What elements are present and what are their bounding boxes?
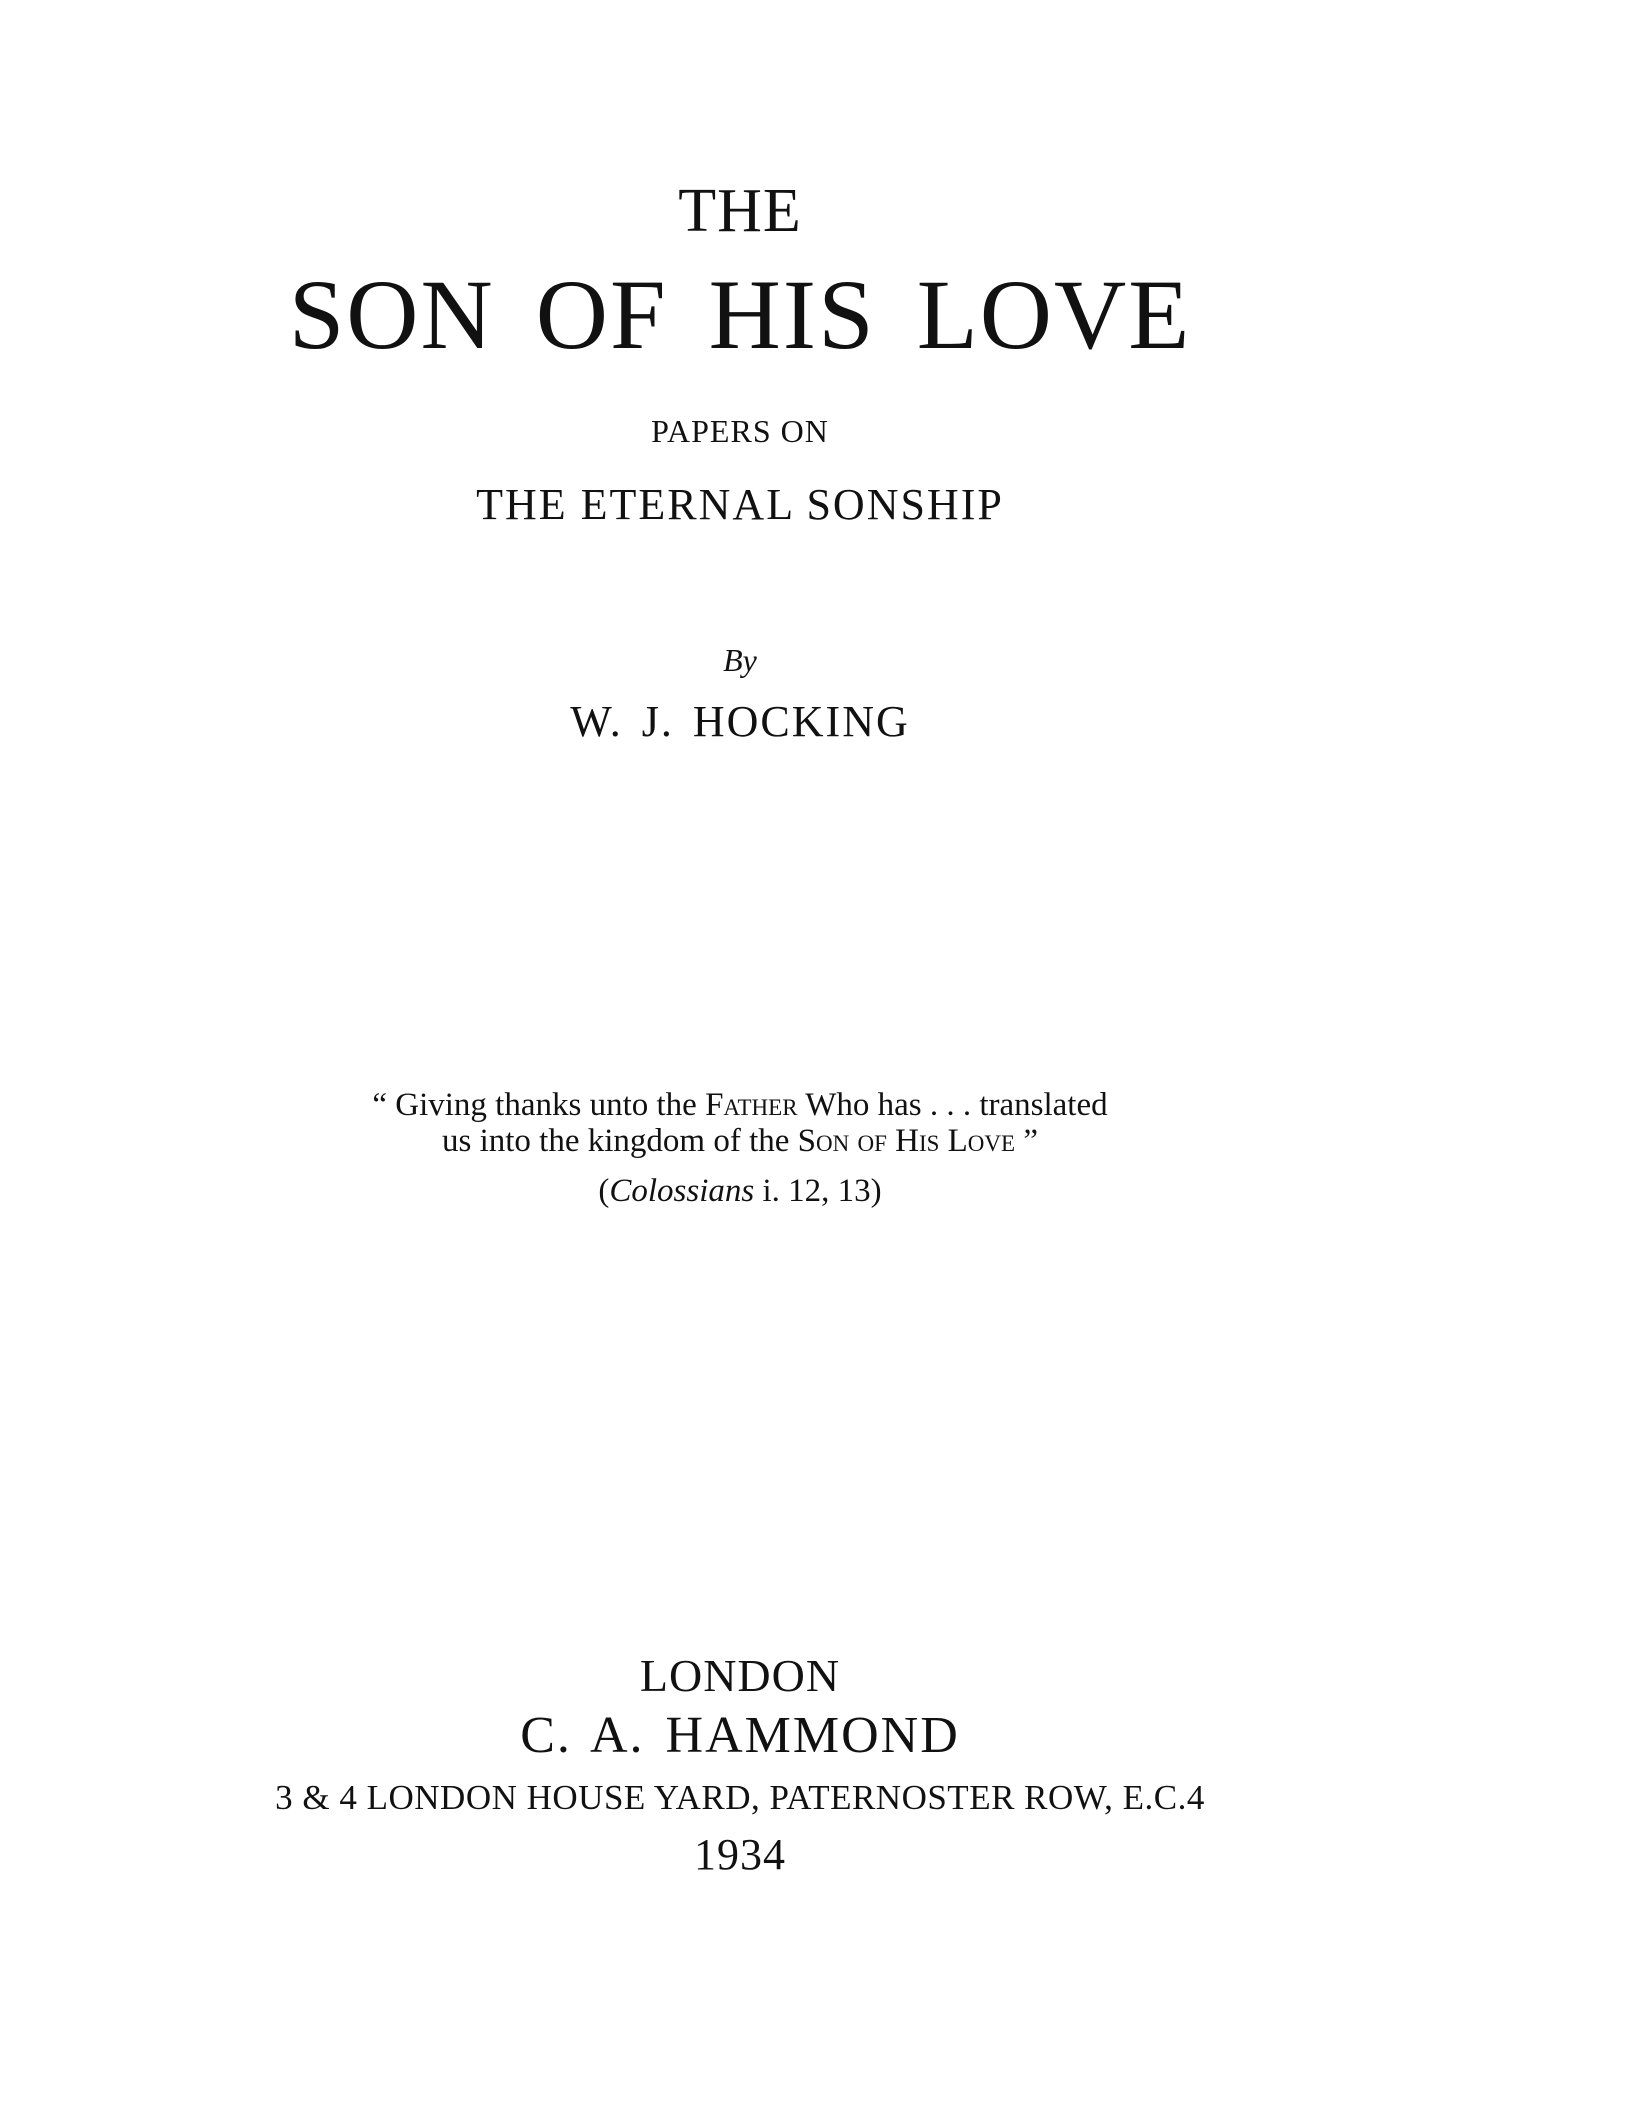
imprint-city: LONDON (639, 1650, 841, 1701)
epigraph-line-1 (0, 1087, 1480, 1123)
book-title: SON OF HIS LOVE (288, 259, 1192, 370)
epigraph-small-caps: Son of His Love (797, 1123, 1016, 1159)
imprint-publisher: C. A. HAMMOND (520, 1707, 960, 1764)
epigraph-small-caps: Father (705, 1087, 798, 1123)
epigraph (0, 1087, 1480, 1209)
epigraph-text: us into the kingdom of the (442, 1123, 798, 1159)
author-name: W. J. HOCKING (570, 697, 910, 746)
epigraph-text: “ Giving thanks unto the (372, 1087, 706, 1123)
by-label: By (723, 642, 757, 678)
citation-book: Colossians (609, 1173, 755, 1209)
subtitle-papers-on: PAPERS ON (651, 413, 829, 449)
citation-reference: i. 12, 13) (754, 1173, 882, 1209)
epigraph-line-2 (0, 1123, 1480, 1159)
imprint-address: 3 & 4 LONDON HOUSE YARD, PATERNOSTER ROW, E.C.4 (275, 1778, 1205, 1817)
epigraph-text: Who has . . . translated (797, 1087, 1108, 1123)
imprint-year: 1934 (694, 1830, 786, 1879)
title-the: THE (678, 177, 802, 245)
subtitle-eternal-sonship: THE ETERNAL SONSHIP (476, 480, 1004, 529)
citation-paren: ( (598, 1173, 610, 1209)
epigraph-citation (0, 1173, 1480, 1209)
epigraph-text: ” (1015, 1123, 1038, 1159)
